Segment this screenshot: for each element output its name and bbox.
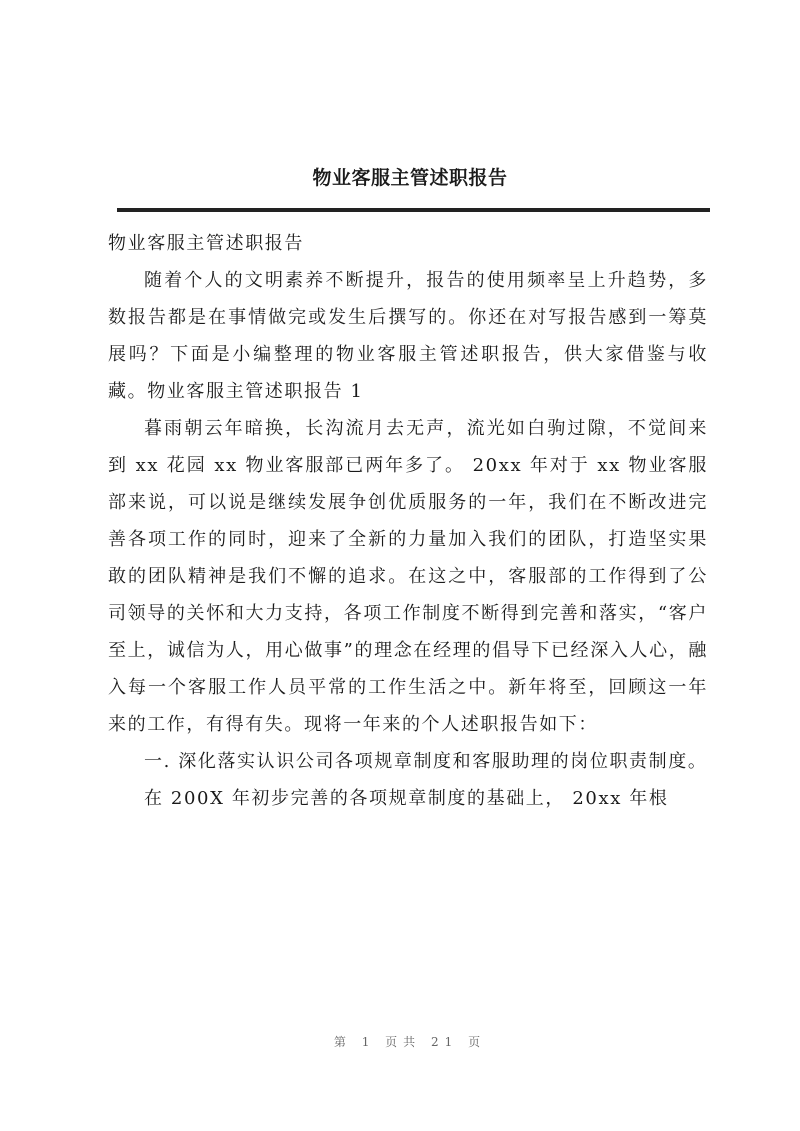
footer-suffix: 页: [468, 1035, 487, 1049]
footer-prefix: 第: [333, 1035, 352, 1049]
document-title: 物业客服主管述职报告: [312, 167, 508, 189]
footer-total-pages: 21: [431, 1035, 459, 1049]
title-divider: [117, 208, 710, 212]
paragraph: 随着个人的文明素养不断提升，报告的使用频率呈上升趋势，多数报告都是在事情做完或发生后撰写的。你还在对写报告感到一筹莫展吗？下面是小编整理的物业客服主管述职报告，供大家借鉴与收藏。物业客服主管述职报告 1: [108, 270, 708, 402]
footer-page-number: 1: [361, 1035, 376, 1049]
footer-middle: 页共: [385, 1035, 422, 1049]
paragraph: 物业客服主管述职报告: [108, 233, 304, 254]
page-footer: [0, 1033, 800, 1050]
document-body: [108, 225, 708, 817]
paragraph: 一. 深化落实认识公司各项规章制度和客服助理的岗位职责制度。: [144, 751, 708, 772]
paragraph: 暮雨朝云年暗换，长沟流月去无声，流光如白驹过隙，不觉间来到 xx 花园 xx 物业客服部已两年多了。 20xx 年对于 xx 物业客服部来说，可以说是继续发展争创优质服务的一年，我们在不断改进完善各项工作的同时，迎来了全新的力量加入我们的团队，打造坚实果敢的团队精神是我们不懈的追求。在这之中，客服部的工作得到了公司领导的关怀和大力支持，各项工作制度不断得到完善和落实，“客户至上，诚信为人，用心做事”的理念在经理的倡导下已经深入人心，融入每一个客服工作人员平常的工作生活之中。新年将至，回顾这一年来的工作，有得有失。现将一年来的个人述职报告如下：: [108, 418, 708, 735]
paragraph: 在 200X 年初步完善的各项规章制度的基础上， 20xx 年根: [144, 788, 669, 809]
